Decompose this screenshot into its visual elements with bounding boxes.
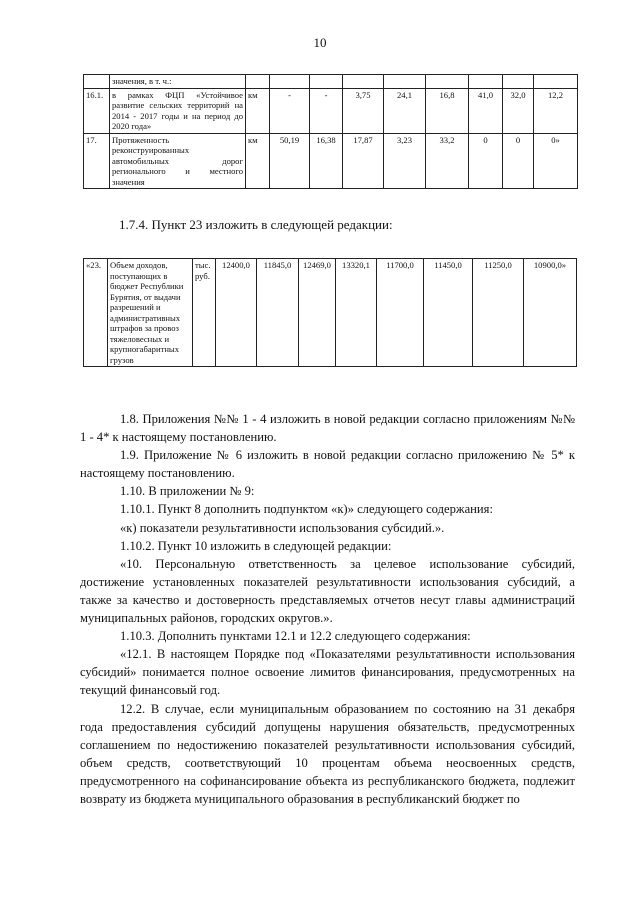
- row-value: 11250,0: [473, 259, 524, 367]
- paragraph: 1.10.2. Пункт 10 изложить в следующей редакции:: [120, 538, 392, 553]
- paragraph: 1.10.1. Пункт 8 дополнить подпунктом «к)» следующего содержания:: [120, 502, 493, 517]
- row-value: 32,0: [503, 88, 534, 133]
- row-value: [384, 75, 426, 89]
- row-value: 3,75: [343, 88, 384, 133]
- table-row: [84, 75, 578, 89]
- row-value: 10900,0»: [524, 259, 577, 367]
- row-value: 13320,1: [336, 259, 377, 367]
- paragraph: «к) показатели результативности использования субсидий.».: [120, 520, 445, 535]
- row-value: 24,1: [384, 88, 426, 133]
- table-row: [84, 259, 577, 367]
- row-number: [84, 75, 110, 89]
- row-value: -: [310, 88, 343, 133]
- table-row: [84, 133, 578, 189]
- row-value: 41,0: [469, 88, 503, 133]
- row-value: [503, 75, 534, 89]
- row-number: 16.1.: [84, 88, 110, 133]
- paragraph: 1.10.3. Дополнить пунктами 12.1 и 12.2 следующего содержания:: [120, 629, 471, 644]
- paragraph: «10. Персональную ответственность за целевое использование субсидий, достижение установленных показателей результативности использования субсидий, а также за качество и достоверность представляемых отчетов несут главы администраций муниципальных районов, городских округов.».: [80, 556, 575, 626]
- row-value: 3,23: [384, 133, 426, 189]
- row-value: 0: [503, 133, 534, 189]
- row-value: 17,87: [343, 133, 384, 189]
- row-number: «23.: [84, 259, 108, 367]
- row-value: [310, 75, 343, 89]
- row-unit: тыс. руб.: [193, 259, 216, 367]
- paragraph: 1.10. В приложении № 9:: [120, 484, 255, 499]
- row-value: 11845,0: [257, 259, 299, 367]
- row-value: 16,8: [426, 88, 469, 133]
- row-description: Объем доходов, поступающих в бюджет Республики Бурятия, от выдачи разрешений и административных штрафов за провоз тяжеловесных и крупногабаритных грузов: [108, 259, 193, 367]
- row-unit: км: [246, 88, 270, 133]
- row-value: 12,2: [534, 88, 578, 133]
- table-row: [84, 88, 578, 133]
- row-value: 11700,0: [377, 259, 424, 367]
- page-number: 10: [313, 35, 327, 50]
- paragraph: 12.2. В случае, если муниципальным образованием по состоянию на 31 декабря года предоставления субсидий допущены нарушения обязательств, предусмотренных соглашением по недостижению показателей результативности использования субсидий, объем средств, соответствующий 10 процентам объема неосвоенных средств, предусмотренного на софинансирование объекта из республиканского бюджета, подлежит возврату из бюджета муниципального образования в республиканский бюджет по: [80, 701, 575, 806]
- row-unit: [246, 75, 270, 89]
- paragraph: 1.9. Приложение № 6 изложить в новой редакции согласно приложению № 5* к настоящему постановлению.: [80, 448, 575, 481]
- indicators-table: [83, 74, 578, 189]
- row-value: 50,19: [270, 133, 310, 189]
- row-description: значения, в т. ч.:: [110, 75, 246, 89]
- row-value: 0: [469, 133, 503, 189]
- row-description: в рамках ФЦП «Устойчивое развитие сельских территорий на 2014 - 2017 годы и на период до 2020 года»: [110, 88, 246, 133]
- row-unit: км: [246, 133, 270, 189]
- row-value: [426, 75, 469, 89]
- row-value: 12469,0: [299, 259, 336, 367]
- row-value: [469, 75, 503, 89]
- row-value: 33,2: [426, 133, 469, 189]
- row-value: [343, 75, 384, 89]
- paragraph: 1.8. Приложения №№ 1 - 4 изложить в новой редакции согласно приложениям №№ 1 - 4* к настоящему постановлению.: [80, 412, 575, 445]
- row-value: 12400,0: [216, 259, 257, 367]
- document-body: [80, 410, 575, 808]
- row-value: [534, 75, 578, 89]
- revenue-table: [83, 258, 577, 367]
- row-value: -: [270, 88, 310, 133]
- row-value: 16,38: [310, 133, 343, 189]
- row-number: 17.: [84, 133, 110, 189]
- row-value: 11450,0: [424, 259, 473, 367]
- section-heading-1-7-4: 1.7.4. Пункт 23 изложить в следующей редакции:: [119, 217, 393, 232]
- paragraph: «12.1. В настоящем Порядке под «Показателями результативности использования субсидий» понимается полное освоение лимитов финансирования, предусмотренных на текущий финансовый год.: [80, 647, 575, 698]
- row-value: [270, 75, 310, 89]
- row-description: Протяженность реконструированных автомобильных дорог регионального и местного значения: [110, 133, 246, 189]
- row-value: 0»: [534, 133, 578, 189]
